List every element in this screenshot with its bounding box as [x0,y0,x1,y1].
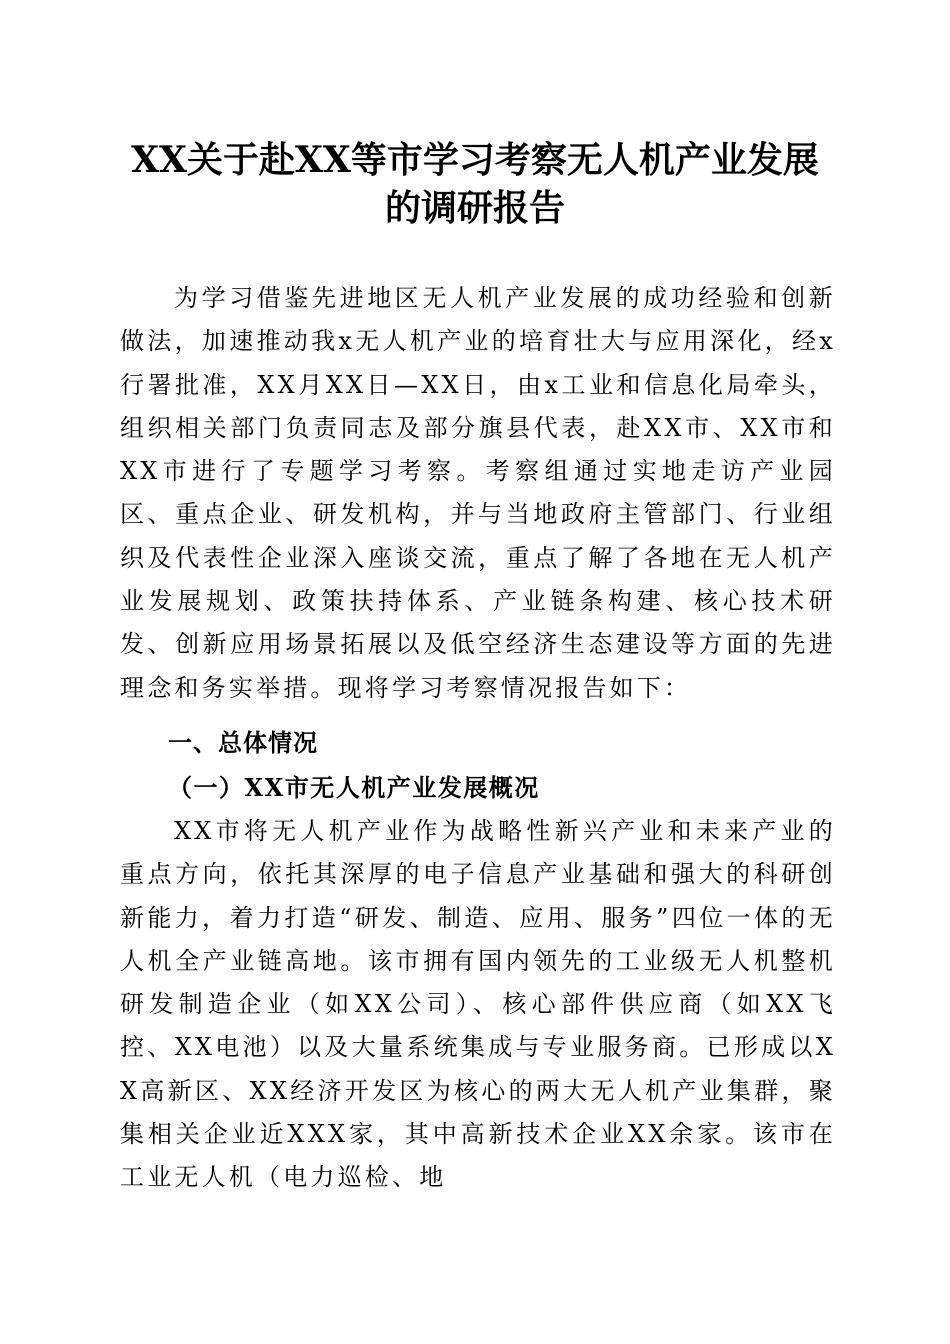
city-overview-paragraph: XX市将无人机产业作为战略性新兴产业和未来产业的重点方向，依托其深厚的电子信息产业基础和强大的科研创新能力，着力打造“研发、制造、应用、服务”四位一体的无人机全产业链高地。该市拥有国内领先的工业级无人机整机研发制造企业（如XX公司）、核心部件供应商（如XX飞控、XX电池）以及大量系统集成与专业服务商。已形成以XX高新区、XX经济开发区为核心的两大无人机产业集群，聚集相关企业近XXX家，其中高新技术企业XX余家。该市在工业无人机（电力巡检、地 [120,817,836,1192]
document-title-line-2: 的调研报告 [384,187,565,229]
section-heading-overall: 一、总体情况 [168,729,318,757]
subsection-heading-city-overview: （一）XX市无人机产业发展概况 [168,773,540,802]
intro-paragraph: 为学习借鉴先进地区无人机产业发展的成功经验和创新做法，加速推动我x无人机产业的培育壮大与应用深化，经x行署批准，XX月XX日—XX日，由x工业和信息化局牵头，组织相关部门负责同志及部分旗县代表，赴XX市、XX市和XX市进行了专题学习考察。考察组通过实地走访产业园区、重点企业、研发机构，并与当地政府主管部门、行业组织及代表性企业深入座谈交流，重点了解了各地在无人机产业发展规划、政策扶持体系、产业链条构建、核心技术研发、创新应用场景拓展以及低空经济生态建设等方面的先进理念和务实举措。现将学习考察情况报告如下： [120,284,836,702]
document-title-line-1: XX关于赴XX等市学习考察无人机产业发展 [131,139,819,181]
